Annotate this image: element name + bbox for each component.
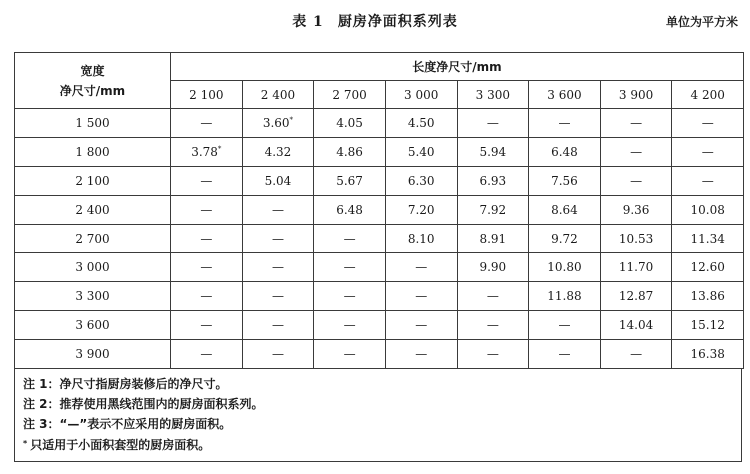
column-header: 2 100: [171, 81, 243, 109]
area-cell: [314, 195, 386, 224]
area-cell: [600, 137, 672, 166]
area-cell: [600, 311, 672, 340]
area-value: 9.72: [551, 231, 578, 246]
area-value: 12.60: [690, 260, 725, 275]
area-value: —: [630, 173, 643, 188]
area-cell: [457, 253, 529, 282]
area-value: —: [486, 289, 499, 304]
area-value: —: [630, 144, 643, 159]
asterisk-mark: *: [289, 115, 294, 124]
area-cell: [600, 253, 672, 282]
column-header: 2 700: [314, 81, 386, 109]
width-header: [15, 53, 171, 109]
area-cell: [171, 137, 243, 166]
area-cell: [457, 282, 529, 311]
area-value: —: [271, 260, 284, 275]
area-cell: [242, 311, 314, 340]
area-cell: [385, 311, 457, 340]
area-cell: [242, 253, 314, 282]
area-cell: [529, 109, 601, 138]
area-cell: [385, 340, 457, 369]
area-cell: [529, 340, 601, 369]
area-value: —: [701, 173, 714, 188]
area-cell: [314, 166, 386, 195]
area-cell: [171, 195, 243, 224]
area-cell: [529, 282, 601, 311]
row-width-label: 3 000: [15, 253, 171, 282]
area-value: 9.90: [479, 260, 507, 275]
area-value: 6.48: [336, 202, 363, 217]
column-header: 3 300: [457, 81, 529, 109]
area-cell: [600, 109, 672, 138]
row-width-label: 3 600: [15, 311, 171, 340]
area-cell: [457, 311, 529, 340]
footnote: [23, 434, 733, 455]
area-value: —: [486, 347, 499, 362]
area-cell: [314, 340, 386, 369]
row-width-label: 1 500: [15, 109, 171, 138]
area-cell: [672, 195, 744, 224]
area-value: —: [630, 347, 643, 362]
area-value: —: [343, 347, 356, 362]
area-value: —: [486, 115, 499, 130]
area-cell: [314, 109, 386, 138]
width-header-line1: 宽度: [80, 63, 105, 78]
area-value: 16.38: [690, 347, 725, 362]
area-value: 10.53: [618, 231, 654, 246]
area-value: 4.05: [336, 115, 363, 130]
area-value: 3.60: [262, 115, 290, 130]
area-cell: [385, 224, 457, 253]
area-value: —: [630, 115, 643, 130]
row-width-label: 2 400: [15, 195, 171, 224]
area-cell: [242, 224, 314, 253]
area-cell: [672, 137, 744, 166]
area-cell: [529, 253, 601, 282]
width-header-line2: 净尺寸/mm: [59, 83, 126, 98]
table-row: [15, 311, 744, 340]
area-value: 5.67: [336, 173, 363, 188]
notes-box: [14, 368, 742, 462]
kitchen-area-table: [14, 52, 744, 369]
area-cell: [600, 224, 672, 253]
area-value: —: [200, 173, 213, 188]
row-width-label: 2 700: [15, 224, 171, 253]
area-cell: [171, 340, 243, 369]
area-value: 6.93: [479, 173, 507, 188]
table-row: [15, 224, 744, 253]
area-cell: [385, 166, 457, 195]
area-cell: [529, 137, 601, 166]
area-cell: [385, 195, 457, 224]
area-value: 5.94: [479, 144, 507, 159]
area-cell: [529, 311, 601, 340]
area-cell: [385, 137, 457, 166]
area-cell: [457, 340, 529, 369]
area-cell: [529, 166, 601, 195]
table-row: [15, 166, 744, 195]
area-cell: [672, 224, 744, 253]
area-cell: [457, 195, 529, 224]
area-cell: [314, 311, 386, 340]
area-cell: [314, 282, 386, 311]
area-value: 15.12: [690, 318, 725, 333]
area-value: —: [415, 318, 428, 333]
table-row: [15, 340, 744, 369]
area-value: 12.87: [618, 289, 654, 304]
area-value: 7.92: [479, 202, 507, 217]
area-value: —: [271, 347, 284, 362]
area-value: 11.34: [690, 231, 725, 246]
area-cell: [457, 109, 529, 138]
area-cell: [600, 195, 672, 224]
area-value: 4.50: [407, 115, 435, 130]
area-value: 5.40: [407, 144, 435, 159]
area-value: 13.86: [690, 289, 725, 304]
area-cell: [385, 253, 457, 282]
column-header: 4 200: [672, 81, 744, 109]
area-value: 11.88: [547, 289, 582, 304]
area-value: —: [271, 289, 284, 304]
column-header: 2 400: [242, 81, 314, 109]
area-value: —: [558, 318, 571, 333]
area-value: 3.78: [191, 144, 218, 159]
area-value: 4.86: [336, 144, 363, 159]
table-row: [15, 137, 744, 166]
row-width-label: 1 800: [15, 137, 171, 166]
table-title: [0, 11, 750, 31]
area-value: —: [415, 260, 428, 275]
area-cell: [385, 282, 457, 311]
area-value: 5.04: [264, 173, 292, 188]
area-cell: [672, 166, 744, 195]
area-value: —: [486, 318, 499, 333]
note-2: 注 2：推荐使用黑线范围内的厨房面积系列。: [23, 397, 264, 411]
area-cell: [314, 137, 386, 166]
area-value: —: [343, 260, 356, 275]
area-value: 8.64: [551, 202, 578, 217]
area-cell: [600, 166, 672, 195]
area-cell: [672, 253, 744, 282]
row-width-label: 3 300: [15, 282, 171, 311]
area-value: —: [415, 289, 428, 304]
area-cell: [242, 282, 314, 311]
area-value: 4.32: [264, 144, 292, 159]
area-value: 11.70: [618, 260, 654, 275]
area-value: —: [271, 202, 284, 217]
area-cell: [314, 253, 386, 282]
area-value: 8.91: [479, 231, 507, 246]
area-cell: [529, 224, 601, 253]
area-cell: [171, 253, 243, 282]
area-value: —: [200, 260, 213, 275]
asterisk-mark: *: [217, 144, 222, 153]
table-number: 表 1: [292, 14, 324, 30]
area-value: —: [200, 115, 213, 130]
area-value: —: [701, 144, 714, 159]
area-value: —: [343, 289, 356, 304]
area-value: —: [558, 115, 571, 130]
area-cell: [672, 282, 744, 311]
unit-label: 单位为平方米: [665, 15, 738, 29]
area-value: 6.30: [407, 173, 435, 188]
area-value: —: [200, 289, 213, 304]
column-header: 3 600: [529, 81, 601, 109]
area-cell: [457, 137, 529, 166]
footnote-text: 只适用于小面积套型的厨房面积。: [30, 438, 211, 452]
area-cell: [171, 224, 243, 253]
area-value: 7.20: [407, 202, 435, 217]
area-cell: [600, 340, 672, 369]
row-width-label: 2 100: [15, 166, 171, 195]
area-value: 8.10: [407, 231, 435, 246]
area-value: —: [415, 347, 428, 362]
area-value: —: [558, 347, 571, 362]
table-row: [15, 109, 744, 138]
area-value: —: [200, 347, 213, 362]
area-cell: [672, 340, 744, 369]
area-value: 7.56: [551, 173, 578, 188]
area-cell: [171, 166, 243, 195]
note-1: 注 1：净尺寸指厨房装修后的净尺寸。: [23, 377, 228, 391]
area-value: 6.48: [551, 144, 578, 159]
area-cell: [171, 109, 243, 138]
table-row: [15, 253, 744, 282]
footnote-mark: *: [23, 439, 28, 448]
area-cell: [242, 166, 314, 195]
table-row: [15, 195, 744, 224]
area-cell: [672, 311, 744, 340]
area-value: —: [200, 318, 213, 333]
area-cell: [242, 137, 314, 166]
area-value: —: [701, 115, 714, 130]
area-cell: [242, 195, 314, 224]
column-header: 3 000: [385, 81, 457, 109]
area-value: —: [200, 202, 213, 217]
area-value: 9.36: [622, 202, 650, 217]
area-cell: [529, 195, 601, 224]
area-value: —: [271, 318, 284, 333]
area-cell: [171, 311, 243, 340]
area-value: 10.80: [547, 260, 582, 275]
table-row: [15, 282, 744, 311]
area-value: —: [343, 318, 356, 333]
note-3: 注 3：“—”表示不应采用的厨房面积。: [23, 417, 232, 431]
table-title-text: 厨房净面积系列表: [337, 14, 458, 30]
column-header: 3 900: [600, 81, 672, 109]
area-cell: [171, 282, 243, 311]
area-cell: [242, 340, 314, 369]
area-value: —: [343, 231, 356, 246]
area-value: 10.08: [690, 202, 725, 217]
area-cell: [600, 282, 672, 311]
area-value: —: [200, 231, 213, 246]
area-cell: [457, 166, 529, 195]
row-width-label: 3 900: [15, 340, 171, 369]
area-cell: [385, 109, 457, 138]
length-header: 长度净尺寸/mm: [171, 53, 744, 81]
area-value: —: [271, 231, 284, 246]
area-cell: [457, 224, 529, 253]
area-cell: [672, 109, 744, 138]
area-cell: [242, 109, 314, 138]
area-cell: [314, 224, 386, 253]
table-body: [15, 109, 744, 369]
area-value: 14.04: [618, 318, 654, 333]
